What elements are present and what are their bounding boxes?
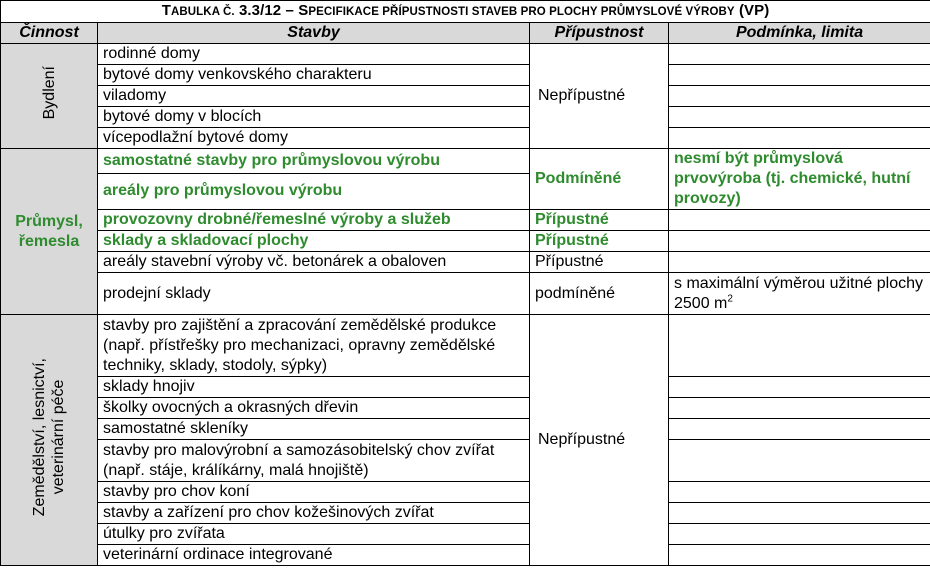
table-row xyxy=(1,440,930,482)
building-cell: sklady a skladovací plochy xyxy=(98,231,530,252)
building-cell: bytové domy venkovského charakteru xyxy=(98,65,530,86)
admissibility-cell: Nepřípustné xyxy=(530,315,669,566)
building-cell: vícepodlažní bytové domy xyxy=(98,128,530,149)
table-row xyxy=(1,377,930,398)
building-cell: bytové domy v blocích xyxy=(98,107,530,128)
building-cell: útulky pro zvířata xyxy=(98,524,530,545)
building-cell: veterinární ordinace integrované xyxy=(98,545,530,566)
table-row xyxy=(1,273,930,315)
admissibility-cell: Přípustné xyxy=(530,231,669,252)
condition-cell xyxy=(669,44,930,65)
activity-agriculture: Zemědělství, lesnictví, veterinární péče xyxy=(1,315,98,566)
admissibility-cell: podmíněné xyxy=(530,273,669,315)
admissibility-cell: Podmíněné xyxy=(530,149,669,210)
activity-housing: Bydlení xyxy=(1,44,98,149)
table-row xyxy=(1,44,930,65)
table-row xyxy=(1,315,930,377)
building-cell: provozovny drobné/řemeslné výroby a služeb xyxy=(98,210,530,231)
condition-cell xyxy=(669,440,930,482)
column-header-admissibility: Přípustnost xyxy=(530,23,669,44)
table-row xyxy=(1,503,930,524)
table-row xyxy=(1,231,930,252)
building-cell: samostatné skleníky xyxy=(98,419,530,440)
table-row xyxy=(1,128,930,149)
condition-cell xyxy=(669,482,930,503)
condition-cell xyxy=(669,65,930,86)
condition-cell xyxy=(669,231,930,252)
condition-cell xyxy=(669,128,930,149)
column-header-row xyxy=(1,23,930,44)
table-row xyxy=(1,419,930,440)
table-title-row xyxy=(1,1,930,23)
building-cell: stavby pro zajištění a zpracování zemědělské produkce (např. přístřešky pro mechanizaci, opravny zemědělské techniky, sklady, stodoly, sýpky) xyxy=(98,315,530,377)
building-cell: stavby pro chov koní xyxy=(98,482,530,503)
table-row xyxy=(1,482,930,503)
condition-cell: nesmí být průmyslová prvovýroba (tj. chemické, hutní provozy) xyxy=(669,149,930,210)
building-cell: rodinné domy xyxy=(98,44,530,65)
building-cell: školky ovocných a okrasných dřevin xyxy=(98,398,530,419)
table-row xyxy=(1,545,930,566)
column-header-activity: Činnost xyxy=(1,23,98,44)
table-row xyxy=(1,86,930,107)
condition-cell xyxy=(669,210,930,231)
table-row xyxy=(1,149,930,174)
admissibility-cell: Nepřípustné xyxy=(530,44,669,149)
column-header-condition: Podmínka, limita xyxy=(669,23,930,44)
building-cell: samostatné stavby pro průmyslovou výrobu xyxy=(98,149,530,174)
condition-cell xyxy=(669,398,930,419)
table-row xyxy=(1,107,930,128)
condition-cell xyxy=(669,503,930,524)
condition-cell xyxy=(669,107,930,128)
condition-cell: s maximální výměrou užitné plochy 2500 $m^2$ xyxy=(669,273,930,315)
column-header-buildings: Stavby xyxy=(98,23,530,44)
building-cell: stavby pro malovýrobní a samozásobitelský chov zvířat (např. stáje, králíkárny, malá hnojiště) xyxy=(98,440,530,482)
building-cell: viladomy xyxy=(98,86,530,107)
condition-cell xyxy=(669,377,930,398)
table-row xyxy=(1,524,930,545)
condition-cell xyxy=(669,524,930,545)
admissibility-cell: Přípustné xyxy=(530,252,669,273)
condition-cell xyxy=(669,545,930,566)
building-cell: sklady hnojiv xyxy=(98,377,530,398)
table-title: TABULKA Č. 3.3/12 – SPECIFIKACE PŘÍPUSTNOSTI STAVEB PRO PLOCHY PRŮMYSLOVÉ VÝROBY (VP) xyxy=(1,1,930,23)
building-cell: areály pro průmyslovou výrobu xyxy=(98,173,530,209)
condition-cell xyxy=(669,315,930,377)
table-row xyxy=(1,252,930,273)
table-row xyxy=(1,398,930,419)
condition-cell xyxy=(669,252,930,273)
table-row xyxy=(1,65,930,86)
admissibility-cell: Přípustné xyxy=(530,210,669,231)
condition-cell xyxy=(669,86,930,107)
building-cell: areály stavební výroby vč. betonárek a obaloven xyxy=(98,252,530,273)
building-cell: prodejní sklady xyxy=(98,273,530,315)
table-row xyxy=(1,210,930,231)
activity-industry: Průmysl, řemesla xyxy=(1,149,98,315)
building-cell: stavby a zařízení pro chov kožešinových zvířat xyxy=(98,503,530,524)
condition-cell xyxy=(669,419,930,440)
